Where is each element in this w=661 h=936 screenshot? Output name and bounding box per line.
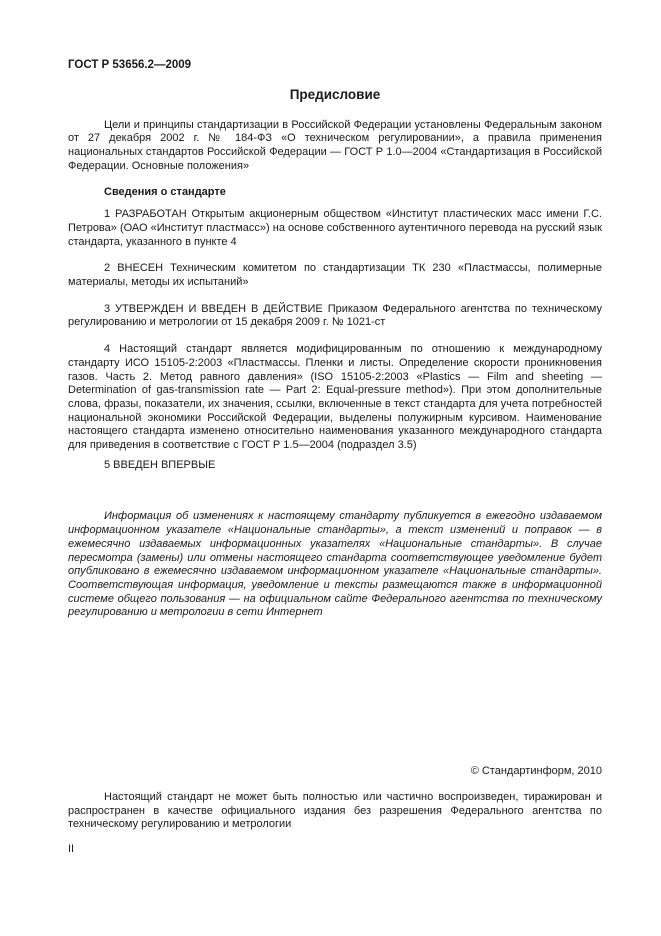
document-number: ГОСТ Р 53656.2—2009 [68,59,192,71]
copyright-line: © Стандартинформ, 2010 [470,765,602,778]
standard-info-item-3: 3 УТВЕРЖДЕН И ВВЕДЕН В ДЕЙСТВИЕ Приказом Федерального агентства по техническому регулированию и метрологии от 15 декабря 2009 г. № 1021-ст [68,302,602,329]
intro-paragraph: Цели и принципы стандартизации в Российской Федерации установлены Федеральным законом от 27 декабря 2002 г. № 184-ФЗ «О техническом регулировании», а правила применения национальных стандартов Российской Федерации — ГОСТ Р 1.0—2004 «Стандартизация в Российской Федерации. Основные положения» [68,118,602,172]
standard-info-item-5: 5 ВВЕДЕН ВПЕРВЫЕ [104,458,216,471]
standard-info-item-1: 1 РАЗРАБОТАН Открытым акционерным обществом «Институт пластических масс имени Г.С. Петрова» (ОАО «Институт пластмасс») на основе собственного аутентичного перевода на русский язык стандарта, указанного в пункте 4 [68,208,602,248]
standard-info-heading: Сведения о стандарте [104,185,226,198]
amendments-notice: Информация об изменениях к настоящему стандарту публикуется в ежегодно издаваемом информационном указателе «Национальные стандарты», а текст изменений и поправок — в ежемесячно издаваемых информационных указателях «Национальные стандарты». В случае пересмотра (замены) или отмены настоящего стандарта соответствующее уведомление будет опубликовано в ежемесячно издаваемом информационном указателе «Национальные стандарты». Соответствующая информация, уведомление и тексты размещаются также в информационной системе общего пользования — на официальном сайте Федерального агентства по техническому регулированию и метрологии в сети Интернет [68,510,602,619]
standard-info-item-4: 4 Настоящий стандарт является модифицированным по отношению к международному стандарту ИСО 15105-2:2003 «Пластмассы. Пленки и листы. Определение скорости проникновения газов. Часть 2. Метод равного давления» (ISO 15105-2:2003 «Plastics — Film and sheeting — Determination of gas-transmission rate — Part 2: Equal-pressure method»). При этом дополнительные слова, фразы, показатели, их значения, ссылки, включенные в текст стандарта для учета потребностей национальной экономики Российской Федерации, выделены полужирным курсивом. Наименование настоящего стандарта изменено относительно наименования указанного международного стандарта для приведения в соответствие с ГОСТ Р 1.5—2004 (подраздел 3.5) [68,343,602,452]
page-title: Предисловие [289,86,381,102]
reproduction-restriction: Настоящий стандарт не может быть полностью или частично воспроизведен, тиражирован и распространен в качестве официального издания без разрешения Федерального агентства по техническому регулированию и метрологии [68,790,602,831]
page-number: II [68,842,75,855]
standard-info-item-2: 2 ВНЕСЕН Техническим комитетом по стандартизации ТК 230 «Пластмассы, полимерные материалы, методы их испытаний» [68,262,602,289]
